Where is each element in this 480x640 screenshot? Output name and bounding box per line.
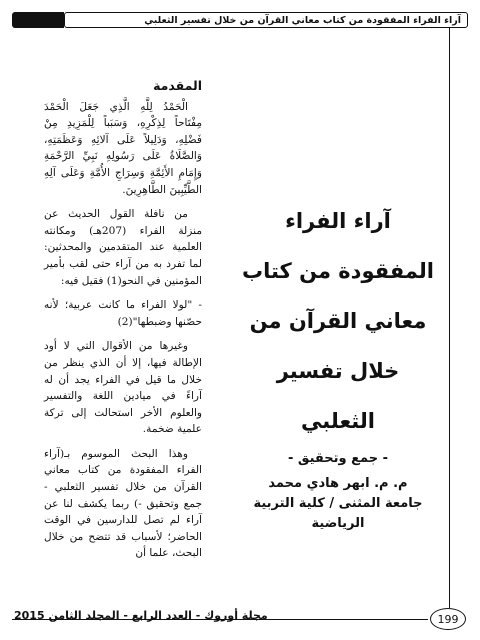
- title-area: [238, 196, 438, 534]
- running-header: [64, 12, 468, 28]
- author-name: م. م. ابهر هادي محمد: [268, 476, 408, 491]
- body-paragraph: وغيرها من الأقوال التي لا أود الإطالة فيها، إلا أن الذي ينظر من خلال ما قيل في الفراء يجد أن له آراءً في ميادين اللغة والتفسير والعلوم الأخر استحالت إلى تركة علمية ضخمة.: [44, 340, 202, 436]
- header-decoration: [12, 12, 64, 28]
- body-column: [44, 78, 202, 570]
- journal-citation: مجلة أوروك - العدد الرابع - المجلد الثامن 2015: [14, 609, 268, 622]
- margin-rule: [449, 28, 450, 608]
- body-quote: - "لولا الفراء ما كانت عربية؛ لأنه حصّنها وضبطها"(2): [44, 299, 202, 328]
- body-paragraph: من نافلة القول الحديث عن منزلة الفراء (207هـ) ومكانته العلمية عند المتقدمين والمحدثين: لما تفرد به من آراء حتى لقب بأمير المؤمنين في النحو(1) فقيل فيه:: [44, 208, 202, 287]
- page-number: 199: [430, 608, 466, 630]
- body-paragraph: وهذا البحث الموسوم بـ(آراء الفراء المفقودة من كتاب معاني القرآن من خلال تفسير الثعلبي - جمع وتحقيق -) ربما يكشف لنا عن آراء لم تصل للدارسين في الوقت الحاضر؛ لأسباب قد تتضح من خلال البحث، علما أن: [44, 447, 202, 560]
- article-subtitle: - جمع وتحقيق -: [287, 451, 389, 466]
- article-title: آراء الفراء المفقودة من كتاب معاني القرآن من خلال تفسير الثعلبي: [241, 209, 435, 433]
- running-title: آراء الفراء المفقودة من كتاب معاني القرآن من خلال تفسير الثعلبي: [144, 14, 461, 26]
- author-affiliation: جامعة المثنى / كلية التربية الرياضية: [253, 496, 423, 531]
- body-paragraph: الْحَمْدُ لِلَّهِ الَّذِي جَعَلَ الْحَمْدَ مِفْتَاحاً لِذِكْرِهِ، وَسَبَباً لِلْمَزِيدِ مِنْ فَضْلِهِ، وَدَلِيلاً عَلَى آلائِهِ وَعَظَمَتِهِ، وَالصَّلَاةُ عَلَى رَسُولِهِ نَبِيِّ الرَّحْمَةِ وَإِمَامِ الأَئِمَّةِ وَسِرَاجِ الأُمَّةِ وَعَلَى آلِهِ الطَّيِّبِينَ الطَّاهِرِينَ.: [44, 100, 202, 196]
- section-heading: المقدمة: [153, 78, 202, 93]
